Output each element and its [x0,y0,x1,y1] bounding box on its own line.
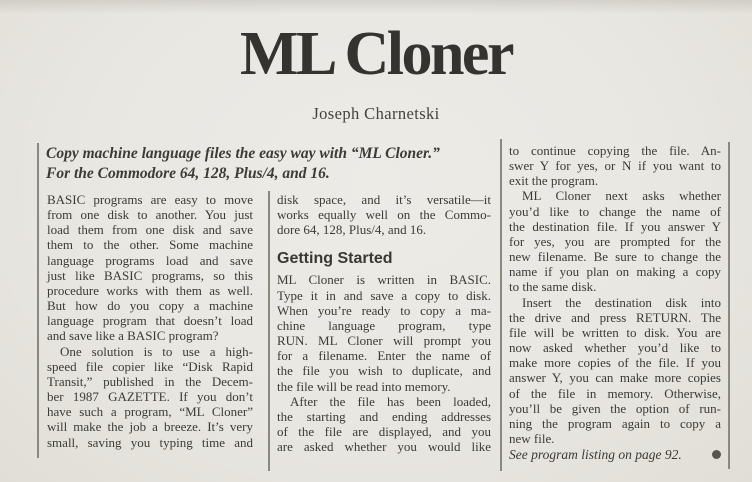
body-column-2 [277,192,491,454]
text-line: just like BASIC programs, so this [47,267,253,283]
text-line: for yes, you are prompted for the [509,233,721,249]
end-of-article-icon [712,450,721,459]
text-line: Insert the destination disk into [522,294,721,310]
text-line: make more copies of the file. If you [509,355,721,371]
body-column-3 [509,143,721,462]
text-line: will make the job a breeze. It’s very [47,419,253,435]
text-line: of the file are displayed, and you [277,424,491,440]
text-line: ML Cloner is written in BASIC. [277,272,491,288]
text-line: of the file in memory. Otherwise, [509,385,721,401]
text-line: disk space, and it’s versatile—it [277,192,491,207]
text-line: the drive and press RETURN. The [509,309,721,325]
text-line: them to the other. Some machine [47,237,253,253]
section-heading: Getting Started [277,250,393,268]
text-line: Type it in and save a copy to disk. [277,287,491,303]
column-separator-1 [268,191,270,471]
text-line: speed file copier like “Disk Rapid [47,358,253,374]
article-deck [46,144,506,183]
text-line: language programs load and save [47,252,253,268]
text-line: to continue copying the file. An- [509,143,721,158]
article-byline: Joseph Charnetski [312,104,440,123]
text-line: swer Y for yes, or N if you want to [509,158,721,174]
text-line: Transit,” published in the Decem- [47,373,253,389]
text-line: answer Y, you can make more copies [509,370,721,386]
paragraph [277,272,491,393]
paragraph [509,143,721,188]
text-line: the starting and ending addresses [277,408,491,424]
text-line: have such a program, “ML Cloner” [47,404,253,420]
text-line: language program that doesn’t load [47,313,253,329]
text-line: But how do you copy a machine [47,298,253,314]
text-line: ML Cloner next asks whether [522,188,721,204]
text-line: you’ll be given the option of run- [509,400,721,416]
text-line: When you’re ready to copy a ma- [277,302,491,318]
text-line: to the same disk. [509,279,597,295]
right-margin-rule [728,142,730,469]
paragraph [277,192,491,237]
text-line: name if you plan on making a copy [509,264,721,280]
text-line: the file will be read into memory. [277,378,451,394]
text-line: One solution is to use a high- [60,343,253,359]
text-line: RUN. ML Cloner will prompt you [277,333,491,349]
column-separator-2 [500,139,502,471]
text-line: chine language program, type [277,317,491,333]
left-margin-rule [37,143,39,458]
text-line: and save like a BASIC program? [47,328,219,344]
text-line: for a filename. Enter the name of [277,348,491,364]
text-line: works equally well on the Commo- [277,207,491,223]
paragraph [509,188,721,294]
deck-line: For the Commodore 64, 128, Plus/4, and 16. [46,164,330,182]
text-line: ber 1987 GAZETTE. If you don’t [47,389,253,405]
text-line: After the file has been loaded, [290,393,491,409]
text-line: new filename. Be sure to change the [509,249,721,265]
text-line: are asked whether you would like [277,439,491,455]
text-line: load them from one disk and save [47,222,253,238]
text-line: ning the program again to copy a [509,415,721,431]
text-line: new file. [509,430,555,446]
text-line: BASIC programs are easy to move [47,192,253,207]
text-line: from one disk to another. You just [47,207,253,223]
text-line: the destination file. If you answer Y [509,218,721,234]
text-line: the file you wish to duplicate, and [277,363,491,379]
article-title: ML Cloner [240,20,512,88]
paragraph [509,295,721,447]
text-line: now asked whether you’d like to [509,340,721,356]
text-line: file will be written to disk. You are [509,324,721,340]
paragraph [47,192,253,344]
body-column-1 [47,192,253,450]
paragraph [277,394,491,455]
text-line: you’d like to change the name of [509,203,721,219]
program-listing-note [509,447,721,462]
text-line: dore 64, 128, Plus/4, and 16. [277,222,427,238]
text-line: procedure works with them as well. [47,282,253,298]
program-listing-note-text: See program listing on page 92. [509,447,682,463]
text-line: small, saving you typing time and [47,434,253,450]
deck-line: Copy machine language files the easy way with “ML Cloner.” [46,145,440,162]
text-line: exit the program. [509,173,599,189]
paragraph [47,344,253,450]
